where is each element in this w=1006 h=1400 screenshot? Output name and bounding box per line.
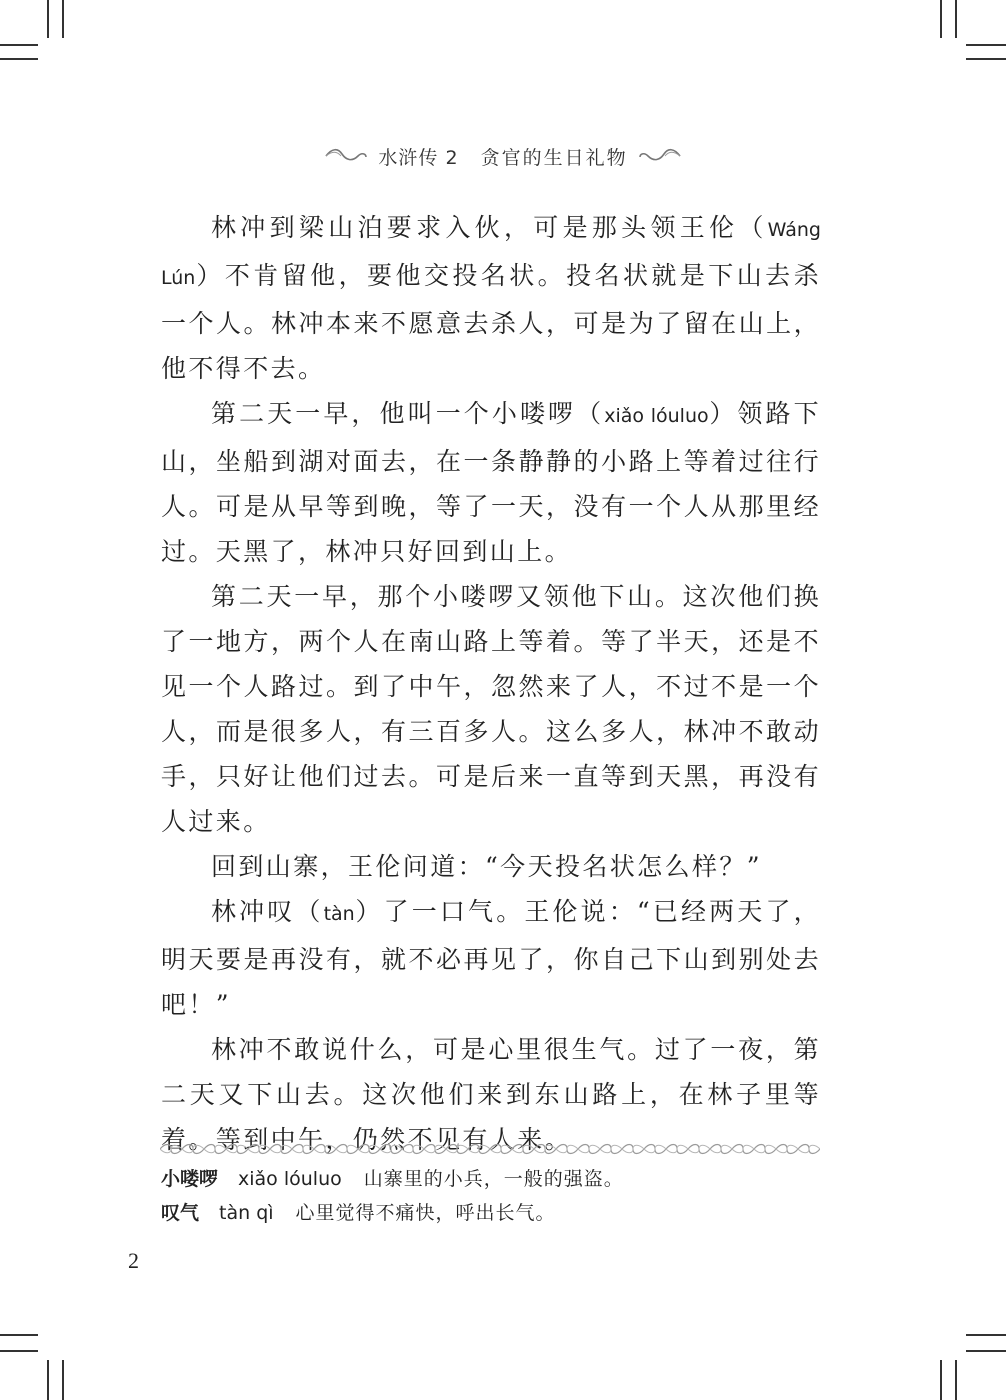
glossary-term: 叹气	[161, 1202, 200, 1224]
glossary-definition: 山寨里的小兵，一般的强盗。	[363, 1168, 624, 1190]
crop-mark-bottom-right-v2	[955, 1360, 957, 1400]
story-paragraph	[161, 391, 821, 574]
ornamental-divider	[160, 1142, 820, 1156]
glossary-pinyin: xiǎo lóuluo	[238, 1168, 342, 1190]
running-header	[0, 140, 1006, 172]
paragraph-text: 林冲叹（	[211, 897, 324, 926]
crop-mark-top-left-v2	[62, 0, 64, 38]
crop-mark-top-left-h2	[0, 58, 38, 60]
crop-mark-top-left-h	[0, 44, 38, 46]
story-paragraph	[161, 205, 821, 391]
story-body	[161, 205, 821, 1162]
vocabulary-notes	[161, 1162, 821, 1230]
crop-mark-bottom-right-h2	[966, 1350, 1006, 1352]
paragraph-text: 林冲不敢说什么，可是心里很生气。过了一夜，第二天又下山去。这次他们来到东山路上，在林子里等着。等到中午，仍然不见有人来。	[161, 1035, 821, 1154]
glossary-pinyin: tàn qì	[219, 1202, 274, 1224]
story-paragraph	[161, 889, 821, 1027]
paragraph-text: 第二天一早，他叫一个小喽啰（	[211, 399, 605, 428]
paragraph-text: ）了一口气。王伦说：“已经两天了，明天要是再没有，就不必再见了，你自己下山到别处去吧！”	[161, 897, 821, 1019]
paragraph-text: ）领路下山，坐船到湖对面去，在一条静静的小路上等着过往行人。可是从早等到晚，等了一天，没有一个人从那里经过。天黑了，林冲只好回到山上。	[161, 399, 821, 566]
pinyin-annotation: Wáng Lún	[161, 219, 821, 289]
crop-mark-bottom-right-v	[940, 1360, 942, 1400]
crop-mark-bottom-right-h	[966, 1334, 1006, 1336]
crop-mark-top-right-v2	[955, 0, 957, 38]
crop-mark-bottom-left-v2	[62, 1360, 64, 1400]
crop-mark-bottom-left-h2	[0, 1350, 38, 1352]
crop-mark-top-left-v	[47, 0, 49, 38]
glossary-item	[161, 1196, 821, 1230]
crop-mark-top-right-h2	[966, 58, 1006, 60]
story-paragraph	[161, 574, 821, 844]
crop-mark-bottom-left-h	[0, 1334, 38, 1336]
crop-mark-top-right-h	[966, 44, 1006, 46]
glossary-item	[161, 1162, 821, 1196]
paragraph-text: ）不肯留他，要他交投名状。投名状就是下山去杀一个人。林冲本来不愿意去杀人，可是为了留在山上，他不得不去。	[161, 261, 821, 383]
glossary-term: 小喽啰	[161, 1168, 219, 1190]
crop-mark-bottom-left-v	[47, 1360, 49, 1400]
page-number: 2	[128, 1248, 139, 1273]
book-series: 水浒传 2	[378, 146, 459, 169]
paragraph-text: 林冲到梁山泊要求入伙，可是那头领王伦（	[211, 213, 768, 242]
paragraph-text: 回到山寨，王伦问道：“今天投名状怎么样？”	[211, 852, 762, 881]
paragraph-text: 第二天一早，那个小喽啰又领他下山。这次他们换了一地方，两个人在南山路上等着。等了半天，还是不见一个人路过。到了中午，忽然来了人，不过不是一个人，而是很多人，有三百多人。这么多人，林冲不敢动手，只好让他们过去。可是后来一直等到天黑，再没有人过来。	[161, 582, 821, 836]
glossary-definition: 心里觉得不痛快，呼出长气。	[295, 1202, 556, 1224]
swirl-ornament-left-icon	[324, 147, 368, 165]
swirl-ornament-right-icon	[638, 147, 682, 165]
story-paragraph	[161, 844, 821, 889]
book-title: 贪官的生日礼物	[480, 146, 628, 169]
pinyin-annotation: xiǎo lóuluo	[604, 405, 709, 427]
pinyin-annotation: tàn	[323, 903, 355, 925]
crop-mark-top-right-v	[940, 0, 942, 38]
